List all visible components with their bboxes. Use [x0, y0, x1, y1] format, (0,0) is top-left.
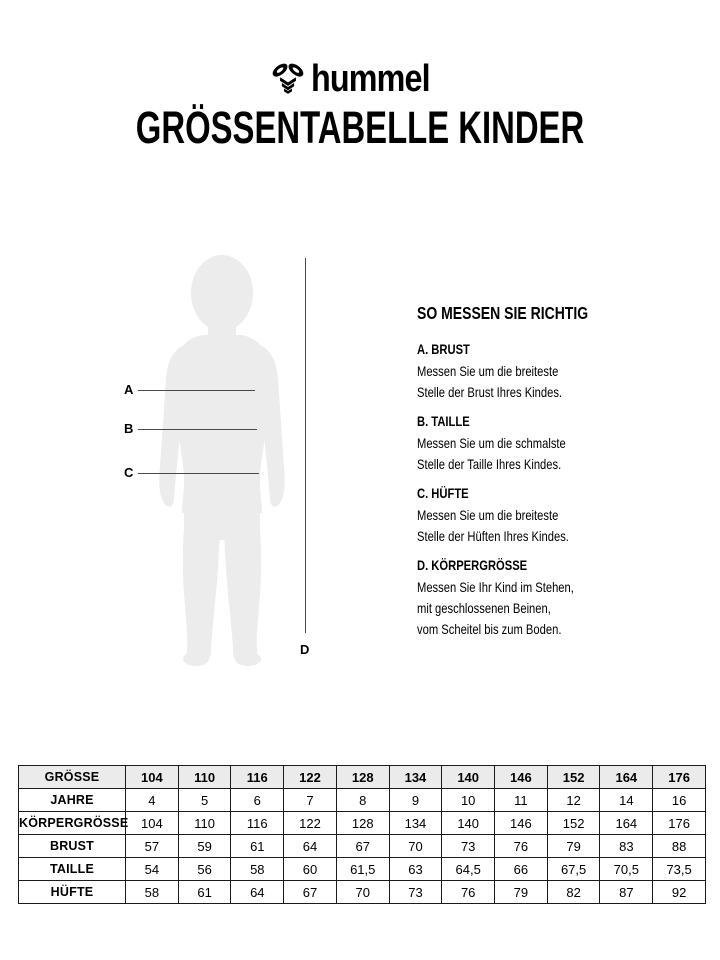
instruction-item-brust: [417, 342, 625, 403]
table-cell: 104: [126, 766, 179, 789]
measure-label-d: D: [300, 642, 310, 657]
table-cell: 73,5: [653, 858, 706, 881]
table-cell: 176: [653, 766, 706, 789]
instruction-item-huefte: [417, 486, 625, 547]
table-cell: 140: [442, 766, 495, 789]
table-row: [19, 858, 706, 881]
table-cell: 11: [495, 789, 548, 812]
table-cell: 61,5: [336, 858, 389, 881]
table-cell: 152: [547, 812, 600, 835]
table-cell: 88: [653, 835, 706, 858]
table-cell: 73: [389, 881, 442, 904]
table-cell: 64: [231, 881, 284, 904]
table-cell: 66: [495, 858, 548, 881]
table-cell: 70: [389, 835, 442, 858]
table-cell: 76: [442, 881, 495, 904]
instruction-line: Messen Sie um die breiteste: [417, 363, 559, 379]
measure-line-b: [138, 429, 257, 430]
table-cell: 176: [653, 812, 706, 835]
instruction-title: A. BRUST: [417, 341, 470, 357]
table-cell: 92: [653, 881, 706, 904]
hummel-bee-icon: [270, 61, 306, 95]
table-cell: 8: [336, 789, 389, 812]
table-cell: 146: [495, 812, 548, 835]
instruction-title: C. HÜFTE: [417, 485, 469, 501]
table-cell: 82: [547, 881, 600, 904]
table-cell: 70: [336, 881, 389, 904]
row-label: HÜFTE: [19, 881, 126, 904]
page-title: GRÖSSENTABELLE KINDER: [135, 102, 585, 153]
table-cell: 104: [126, 812, 179, 835]
table-cell: 110: [178, 812, 231, 835]
table-row: [19, 881, 706, 904]
table-cell: 10: [442, 789, 495, 812]
instruction-line: Messen Sie um die breiteste: [417, 507, 559, 523]
child-silhouette: [140, 245, 320, 675]
instruction-line: Stelle der Hüften Ihres Kindes.: [417, 528, 569, 544]
table-cell: 73: [442, 835, 495, 858]
table-cell: 14: [600, 789, 653, 812]
measure-label-b: B: [124, 421, 134, 436]
table-cell: 110: [178, 766, 231, 789]
table-cell: 116: [231, 766, 284, 789]
table-cell: 16: [653, 789, 706, 812]
table-row: [19, 766, 706, 789]
table-cell: 70,5: [600, 858, 653, 881]
table-cell: 61: [178, 881, 231, 904]
table-cell: 122: [284, 812, 337, 835]
table-cell: 164: [600, 812, 653, 835]
table-cell: 61: [231, 835, 284, 858]
table-cell: 140: [442, 812, 495, 835]
table-cell: 79: [547, 835, 600, 858]
row-label: BRUST: [19, 835, 126, 858]
table-cell: 134: [389, 766, 442, 789]
table-cell: 67: [336, 835, 389, 858]
instruction-line: Stelle der Taille Ihres Kindes.: [417, 456, 562, 472]
size-table: [18, 765, 706, 904]
row-label: KÖRPERGRÖSSE: [19, 812, 126, 835]
table-cell: 67: [284, 881, 337, 904]
table-cell: 152: [547, 766, 600, 789]
brand-logo: [0, 56, 720, 102]
table-cell: 64: [284, 835, 337, 858]
instruction-line: Messen Sie um die schmalste: [417, 435, 566, 451]
table-cell: 5: [178, 789, 231, 812]
table-cell: 59: [178, 835, 231, 858]
table-cell: 122: [284, 766, 337, 789]
instruction-line: Messen Sie Ihr Kind im Stehen,: [417, 579, 574, 595]
table-cell: 57: [126, 835, 179, 858]
table-cell: 63: [389, 858, 442, 881]
measure-line-d: [305, 258, 306, 633]
table-cell: 7: [284, 789, 337, 812]
table-cell: 64,5: [442, 858, 495, 881]
instruction-line: mit geschlossenen Beinen,: [417, 600, 551, 616]
table-cell: 134: [389, 812, 442, 835]
table-cell: 116: [231, 812, 284, 835]
instruction-title: B. TAILLE: [417, 413, 470, 429]
row-label: TAILLE: [19, 858, 126, 881]
table-row: [19, 812, 706, 835]
table-cell: 54: [126, 858, 179, 881]
table-cell: 128: [336, 812, 389, 835]
table-cell: 60: [284, 858, 337, 881]
instruction-line: Stelle der Brust Ihres Kindes.: [417, 384, 563, 400]
table-cell: 58: [126, 881, 179, 904]
table-cell: 164: [600, 766, 653, 789]
table-cell: 67,5: [547, 858, 600, 881]
table-cell: 58: [231, 858, 284, 881]
table-row: [19, 835, 706, 858]
row-label: GRÖSSE: [19, 766, 126, 789]
table-cell: 146: [495, 766, 548, 789]
table-row: [19, 789, 706, 812]
table-cell: 12: [547, 789, 600, 812]
table-cell: 128: [336, 766, 389, 789]
brand-wordmark: hummel: [310, 58, 430, 100]
table-cell: 6: [231, 789, 284, 812]
table-cell: 4: [126, 789, 179, 812]
instruction-item-taille: [417, 414, 625, 475]
measure-line-a: [138, 390, 255, 391]
instruction-title: D. KÖRPERGRÖSSE: [417, 557, 528, 573]
measuring-instructions: [417, 304, 625, 651]
instructions-heading: SO MESSEN SIE RICHTIG: [417, 303, 589, 323]
measure-label-c: C: [124, 465, 134, 480]
measure-label-a: A: [124, 382, 134, 397]
size-table-body: [19, 766, 706, 904]
table-cell: 83: [600, 835, 653, 858]
row-label: JAHRE: [19, 789, 126, 812]
table-cell: 79: [495, 881, 548, 904]
instruction-line: vom Scheitel bis zum Boden.: [417, 621, 562, 637]
table-cell: 9: [389, 789, 442, 812]
table-cell: 87: [600, 881, 653, 904]
instruction-item-koerpergroesse: [417, 558, 625, 640]
table-cell: 56: [178, 858, 231, 881]
measure-line-c: [138, 473, 259, 474]
table-cell: 76: [495, 835, 548, 858]
